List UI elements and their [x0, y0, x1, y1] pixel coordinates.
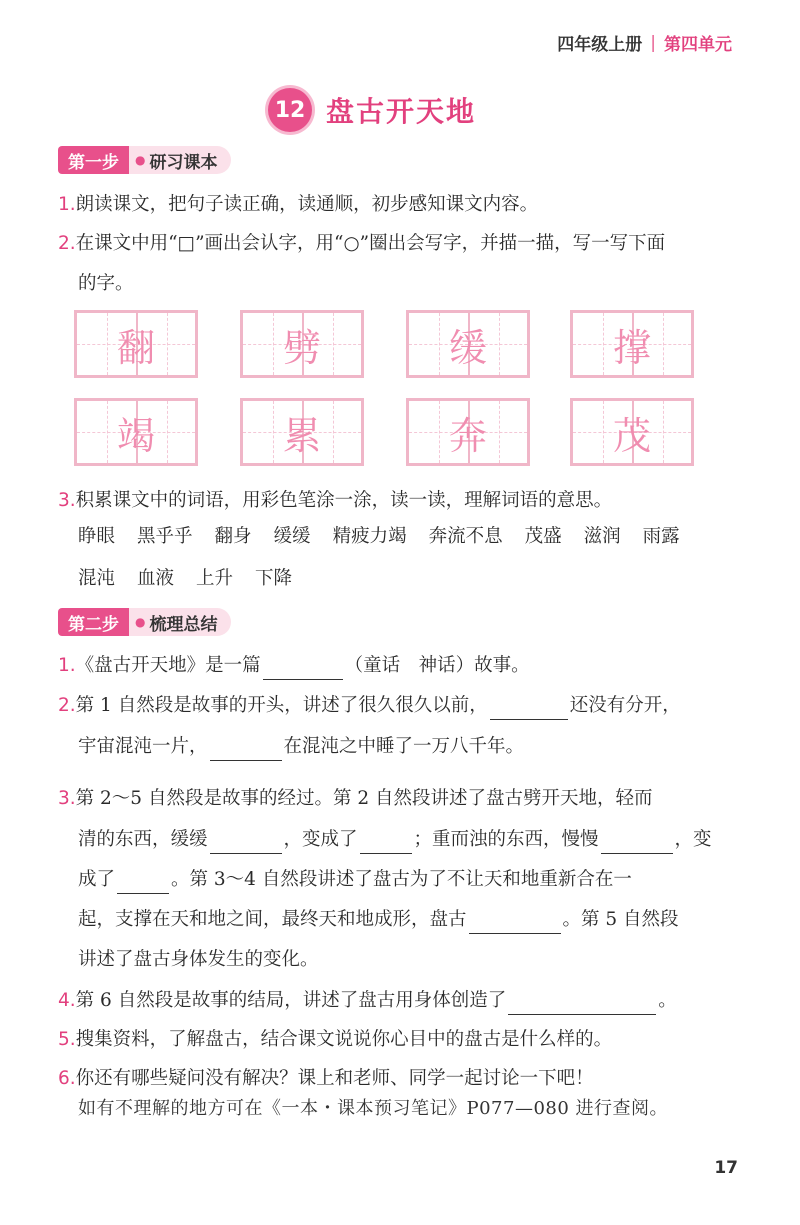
s2-q6-num: 6.: [58, 1068, 76, 1089]
s2-q3-b: 清的东西，缓缓: [78, 829, 208, 850]
lesson-name: 盘古开天地: [326, 95, 477, 128]
step1-name-wrap: [129, 146, 231, 174]
s1-q1: [58, 183, 730, 227]
step2-name-wrap: [129, 608, 231, 636]
s2-q2: [58, 684, 730, 728]
bullet-dot-icon: ●: [135, 615, 146, 629]
s2-q3-e: ，变: [674, 829, 712, 850]
word-item[interactable]: 血液: [137, 568, 175, 589]
s2-q2-b: 还没有分开，: [569, 695, 681, 716]
char-box[interactable]: [406, 398, 530, 466]
s2-q4-b: 。: [658, 990, 677, 1011]
vocabulary-list: [78, 516, 738, 600]
blank-field[interactable]: [490, 693, 568, 720]
s2-q3-i: 。第 5 自然段: [562, 909, 679, 930]
s2-q2-c: 宇宙混沌一片，: [78, 736, 208, 757]
s2-q2-a: 第 1 自然段是故事的开头，讲述了很久很久以前，: [75, 695, 488, 716]
word-item[interactable]: 雨露: [642, 526, 680, 547]
word-item[interactable]: 下降: [255, 568, 293, 589]
char: 竭: [116, 413, 155, 458]
s1-q2-num: 2.: [58, 233, 76, 254]
s2-q1-num: 1.: [58, 655, 76, 676]
blank-field[interactable]: [210, 827, 282, 854]
char-box[interactable]: [74, 398, 198, 466]
word-item[interactable]: 上升: [196, 568, 234, 589]
char: 翻: [116, 325, 155, 370]
blank-field[interactable]: [601, 827, 673, 854]
page-number: 17: [714, 1158, 738, 1178]
s2-q2-cont: [78, 725, 730, 769]
grade-label: 四年级上册: [557, 35, 643, 55]
step1-heading: [58, 146, 231, 174]
step2-name: 梳理总结: [149, 614, 218, 635]
reference-footnote: 如有不理解的地方可在《一本・课本预习笔记》P077—080 进行查阅。: [78, 1098, 669, 1119]
s2-q3-f: 成了: [78, 869, 116, 890]
char-box[interactable]: [240, 310, 364, 378]
blank-field[interactable]: [117, 867, 169, 894]
char-box[interactable]: [406, 310, 530, 378]
s2-q3-a: 第 2～5 自然段是故事的经过。第 2 自然段讲述了盘古劈开天地，轻而: [75, 788, 653, 809]
word-item[interactable]: 睁眼: [78, 526, 116, 547]
s2-q3-num: 3.: [58, 788, 76, 809]
s1-q2-cont: [78, 262, 730, 306]
s1-q2: [58, 222, 730, 266]
blank-field[interactable]: [469, 907, 561, 934]
s2-q5-num: 5.: [58, 1029, 76, 1050]
char: 累: [282, 413, 321, 458]
word-item[interactable]: 精疲力竭: [332, 526, 407, 547]
s2-q3-c: ，变成了: [283, 829, 358, 850]
header-separator: |: [650, 32, 656, 53]
s2-q4: [58, 979, 730, 1023]
s2-q3: [58, 777, 730, 821]
word-item[interactable]: 翻身: [214, 526, 252, 547]
word-item[interactable]: 奔流不息: [428, 526, 503, 547]
blank-field[interactable]: [263, 653, 343, 680]
word-item[interactable]: 茂盛: [524, 526, 562, 547]
s2-q5-text: 搜集资料，了解盘古，结合课文说说你心目中的盘古是什么样的。: [75, 1029, 613, 1050]
char-box[interactable]: [570, 398, 694, 466]
s1-q1-text: 朗读课文，把句子读正确，读通顺，初步感知课文内容。: [75, 194, 539, 215]
s2-q5: [58, 1018, 730, 1062]
s2-q3-d: ；重而浊的东西，慢慢: [413, 829, 599, 850]
s1-q2-text-2: 的字。: [78, 273, 134, 294]
char: 奔: [448, 413, 487, 458]
s2-q6-text: 你还有哪些疑问没有解决？课上和老师、同学一起讨论一下吧！: [75, 1068, 594, 1089]
char: 撑: [612, 325, 651, 370]
s2-q1-a: 《盘古开天地》是一篇: [75, 655, 261, 676]
lesson-number-badge: 12: [268, 88, 312, 132]
s1-q2-text-1: 在课文中用“□”画出会认字，用“○”圈出会写字，并描一描，写一写下面: [75, 233, 666, 254]
s2-q3-j: 讲述了盘古身体发生的变化。: [78, 949, 319, 970]
step1-tag: 第一步: [58, 146, 129, 174]
word-item[interactable]: 混沌: [78, 568, 116, 589]
s1-q1-num: 1.: [58, 194, 76, 215]
s2-q3-line2: [78, 818, 730, 862]
char: 缓: [448, 325, 487, 370]
s2-q3-line5: [78, 938, 730, 982]
s2-q3-line4: [78, 898, 730, 942]
page-header: [557, 30, 732, 55]
blank-field[interactable]: [508, 988, 656, 1015]
lesson-title: [268, 88, 476, 132]
s2-q4-num: 4.: [58, 990, 76, 1011]
s2-q1-b: （童话 神话）故事。: [344, 655, 530, 676]
s2-q3-h: 起，支撑在天和地之间，最终天和地成形，盘古: [78, 909, 467, 930]
unit-label: 第四单元: [664, 35, 732, 55]
bullet-dot-icon: ●: [135, 153, 146, 167]
s2-q3-line3: [78, 858, 730, 902]
s2-q3-g: 。第 3～4 自然段讲述了盘古为了不让天和地重新合在一: [171, 869, 632, 890]
word-item[interactable]: 缓缓: [273, 526, 311, 547]
char-box[interactable]: [240, 398, 364, 466]
s2-q2-num: 2.: [58, 695, 76, 716]
word-item[interactable]: 黑乎乎: [137, 526, 193, 547]
char-box[interactable]: [74, 310, 198, 378]
blank-field[interactable]: [360, 827, 412, 854]
step2-heading: [58, 608, 231, 636]
s1-q3-num: 3.: [58, 490, 76, 511]
char: 劈: [282, 325, 321, 370]
s2-q1: [58, 644, 730, 688]
char: 茂: [612, 413, 651, 458]
step2-tag: 第二步: [58, 608, 129, 636]
blank-field[interactable]: [210, 734, 282, 761]
s2-q4-a: 第 6 自然段是故事的结局，讲述了盘古用身体创造了: [75, 990, 507, 1011]
char-box[interactable]: [570, 310, 694, 378]
s2-q2-d: 在混沌之中睡了一万八千年。: [283, 736, 525, 757]
word-item[interactable]: 滋润: [583, 526, 621, 547]
step1-name: 研习课本: [149, 152, 218, 173]
s1-q3-text: 积累课文中的词语，用彩色笔涂一涂，读一读，理解词语的意思。: [75, 490, 613, 511]
